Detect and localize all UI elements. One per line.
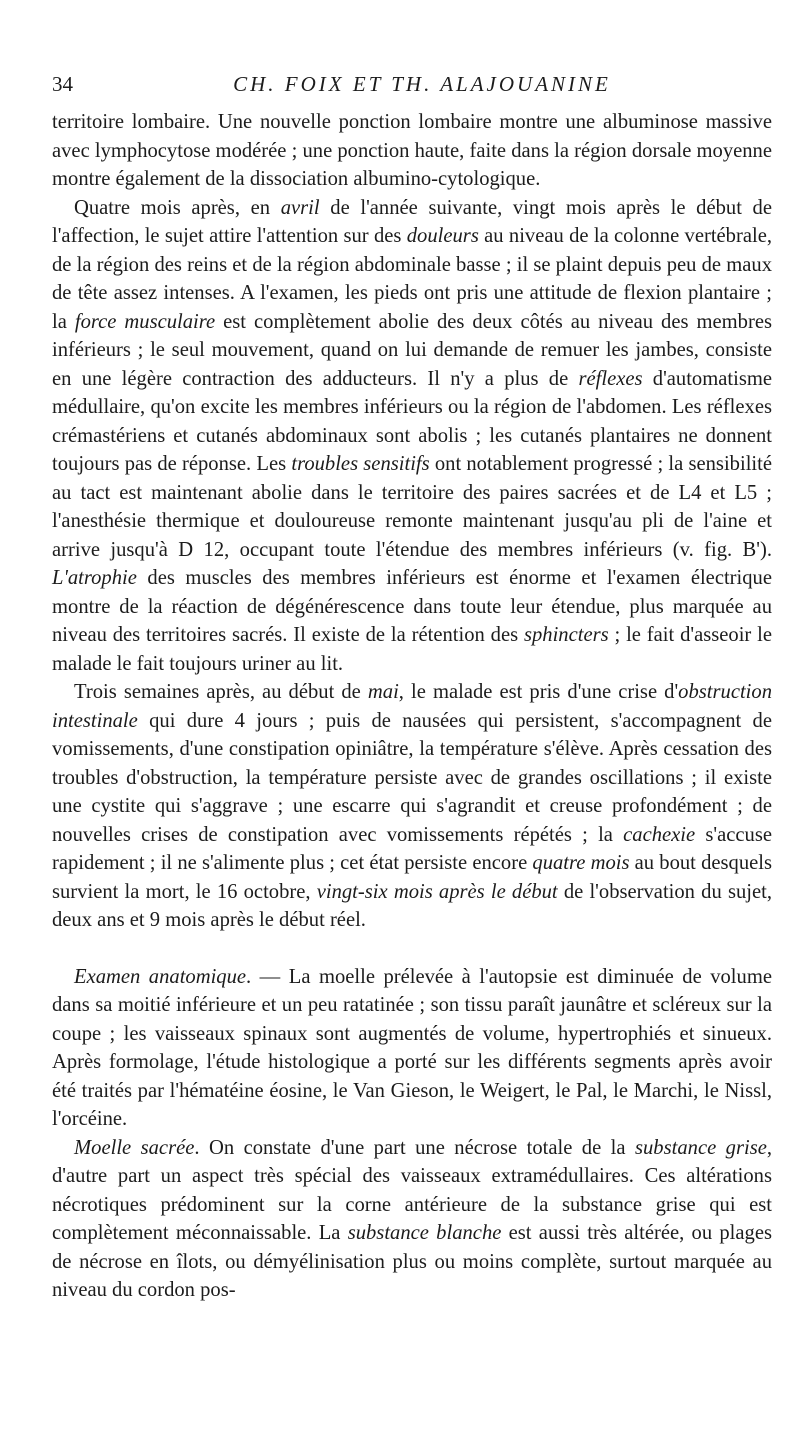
emphasis-text: obstruction intestinale [52, 681, 772, 732]
emphasis-text: réflexes [578, 367, 643, 390]
emphasis-text: quatre mois [532, 852, 630, 874]
text-run: au niveau de la colonne vertébrale, de la région des reins et de la région abdominale basse ; il se plaint depuis peu de maux de tête assez intenses. A l'examen, les pieds ont pris une attitude de flexion plantaire ; la [52, 225, 772, 333]
subsection-heading: Moelle sacrée [74, 1136, 195, 1159]
text-run: . On constate d'une part une nécrose totale de la [194, 1136, 635, 1159]
emphasis-text: cachexie [623, 823, 696, 846]
emphasis-text: troubles sensitifs [291, 453, 430, 475]
text-run: au bout desquels survient la mort, le 16 octobre, [52, 852, 772, 903]
emphasis-text: substance grise [635, 1136, 767, 1159]
text-run: est aussi très altérée, ou plages de nécrose en îlots, ou démyélinisation plus ou moins complète, surtout marquée au niveau du cordon pos- [52, 1222, 772, 1301]
text-run: s'accuse rapidement ; il ne s'alimente plus ; cet état persiste encore [52, 823, 772, 874]
text-run: est complètement abolie des deux côtés au niveau des membres inférieurs ; le seul mouvement, quand on lui demande de remuer les jambes, consiste en une légère contraction des adducteurs. Il n'y a plus de [52, 310, 772, 390]
emphasis-text: force musculaire [74, 310, 216, 333]
paragraph-continuation [52, 108, 772, 194]
page-number: 34 [52, 72, 73, 96]
text-run: , d'autre part un aspect très spécial des vaisseaux extramédullaires. Ces altérations nécrotiques prédominent sur la corne antérieure de la substance grise qui est complètement méconnaissable. La [52, 1136, 773, 1244]
body-text [52, 108, 772, 1305]
paragraph-terminal-course [52, 678, 772, 935]
section-heading: Examen anatomique [74, 965, 247, 988]
emphasis-text: substance blanche [347, 1222, 502, 1244]
text-run: d'automatisme médullaire, qu'on excite les membres inférieurs ou la région de l'abdomen. Les réflexes crémastériens et cutanés abdominaux sont abolis ; les cutanés plantaires ne donnent toujours pas de réponse. Les [52, 367, 773, 475]
text-run: des muscles des membres inférieurs est énorme et l'examen électrique montre de la réaction de dégénérescence dans toute leur étendue, plus marquée au niveau des territoires sacrés. Il existe de la rétention des [52, 567, 772, 646]
text-run: de l'observation du sujet, deux ans et 9 mois après le début réel. [52, 880, 772, 931]
emphasis-text: douleurs [406, 225, 479, 247]
text-run: territoire lombaire. Une nouvelle ponction lombaire montre une albuminose massive avec lymphocytose modérée ; une ponction haute, faite dans la région dorsale moyenne montre également de la dissociation albumino-cytologique. [52, 111, 772, 190]
text-run: Quatre mois après, en [74, 196, 281, 219]
text-run: . — La moelle prélevée à l'autopsie est diminuée de volume dans sa moitié inférieure et un peu ratatinée ; son tissu paraît jaunâtre et scléreux sur la coupe ; les vaisseaux spinaux sont augmentés de volume, hypertrophiés et sinueux. Après formolage, l'étude histologique a porté sur les différents segments après avoir été traités par l'hématéine éosine, le Van Gieson, le Weigert, le Pal, le Marchi, le Nissl, l'orcéine. [52, 965, 772, 1130]
emphasis-text: sphincters [523, 624, 609, 646]
paragraph-sacral-cord [52, 1134, 772, 1305]
emphasis-text: avril [280, 196, 320, 219]
emphasis-text: L'atrophie [52, 567, 137, 589]
text-run: ont notablement progressé ; la sensibilité au tact est maintenant abolie dans le territoire des paires sacrées et de L4 et L5 ; l'anesthésie thermique et douloureuse remonte maintenant jusqu'au pli de l'aine et arrive jusqu'à D 12, occupant toute l'étendue des membres inférieurs (v. fig. B'). [52, 453, 772, 561]
text-run: ; le fait d'asseoir le malade le fait toujours uriner au lit. [52, 624, 772, 675]
paragraph-clinical-progression [52, 194, 772, 679]
running-title: CH. FOIX ET TH. ALAJOUANINE [233, 72, 611, 96]
text-run: Trois semaines après, au début de [74, 681, 368, 703]
text-run: qui dure 4 jours ; puis de nausées qui persistent, s'accompagnent de vomissements, d'une constipation opiniâtre, la température s'élève. Après cessation des troubles d'obstruction, la température persiste avec de grandes oscillations ; il existe une cystite qui s'aggrave ; une escarre qui s'agrandit et creuse profondément ; de nouvelles crises de constipation avec vomissements répétés ; la [52, 709, 772, 846]
text-run: , le malade est pris d'une crise d' [398, 681, 679, 703]
text-run: de l'année suivante, vingt mois après le début de l'affection, le sujet attire l'attention sur des [52, 196, 772, 247]
running-head [52, 72, 772, 100]
emphasis-text: mai [367, 681, 399, 703]
paragraph-anatomical-exam [52, 963, 772, 1134]
emphasis-text: vingt-six mois après le début [316, 880, 558, 903]
